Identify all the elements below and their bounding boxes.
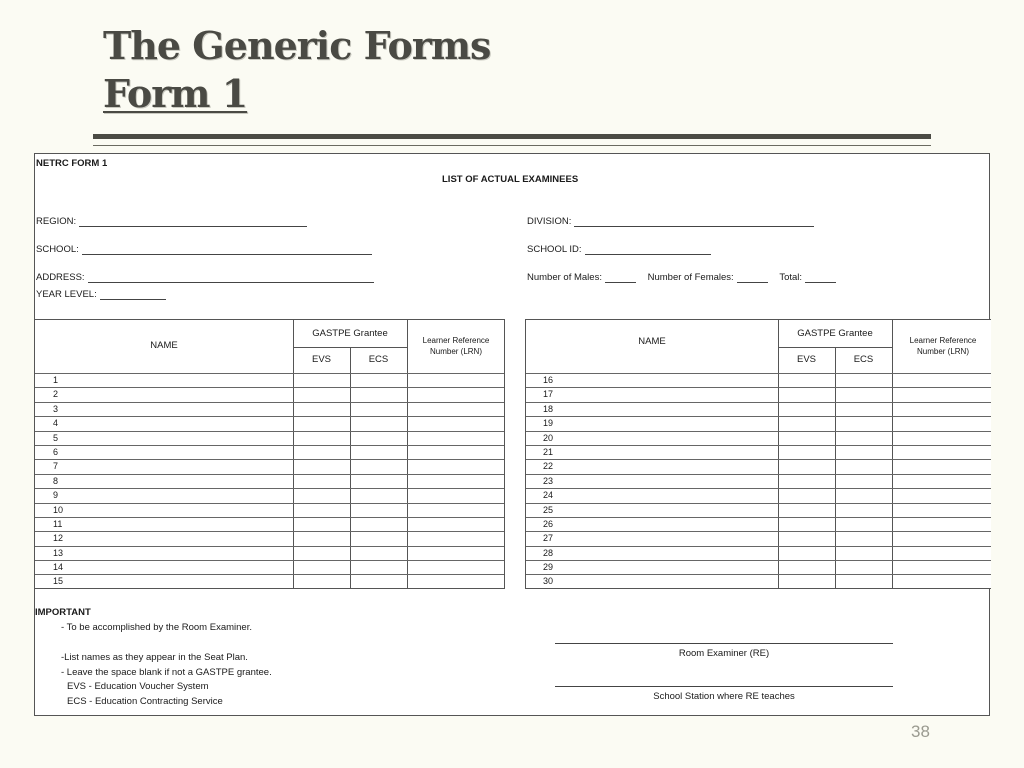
year-level-label: YEAR LEVEL: — [36, 289, 97, 300]
table-row[interactable] — [35, 488, 504, 502]
school-id-field[interactable] — [527, 244, 711, 255]
row-number: 2 — [53, 389, 59, 400]
slide-subtitle: Form 1 — [103, 71, 248, 116]
table-row[interactable] — [526, 560, 991, 574]
row-number: 7 — [53, 461, 59, 472]
table-row[interactable] — [526, 445, 991, 459]
table-row[interactable] — [526, 402, 991, 416]
table-row[interactable] — [35, 416, 504, 430]
table-row[interactable] — [526, 531, 991, 545]
examinee-table-left — [35, 319, 505, 589]
form-heading: LIST OF ACTUAL EXAMINEES — [442, 174, 579, 185]
note-1: - To be accomplished by the Room Examiner. — [61, 621, 252, 633]
table-row[interactable] — [35, 387, 504, 401]
row-number: 16 — [543, 375, 554, 385]
school-station-label: School Station where RE teaches — [653, 691, 795, 702]
table-row[interactable] — [526, 503, 991, 517]
row-number: 24 — [543, 490, 554, 501]
table-row[interactable] — [526, 373, 991, 387]
row-number: 3 — [53, 403, 59, 414]
evs-header: EVS — [311, 354, 331, 365]
row-number: 4 — [53, 418, 59, 429]
table-row[interactable] — [35, 574, 504, 588]
row-number: 18 — [543, 403, 554, 414]
females-label: Number of Females: — [647, 272, 734, 283]
row-number: 28 — [543, 547, 554, 558]
room-examiner-label: Room Examiner (RE) — [678, 648, 770, 659]
table-row[interactable] — [35, 445, 504, 459]
page-number: 38 — [911, 722, 930, 741]
gastpe-header: GASTPE Grantee — [312, 328, 388, 339]
table-row[interactable] — [526, 488, 991, 502]
division-field[interactable] — [527, 216, 814, 227]
row-number: 29 — [543, 562, 554, 573]
table-row[interactable] — [35, 560, 504, 574]
table-row[interactable] — [526, 387, 991, 401]
note-2: -List names as they appear in the Seat Plan. — [61, 652, 248, 663]
examinee-table-right — [525, 319, 991, 589]
slide-title-block — [103, 22, 490, 118]
important-notes — [35, 606, 272, 709]
table-row[interactable] — [35, 531, 504, 545]
row-number: 8 — [53, 475, 59, 486]
note-3: - Leave the space blank if not a GASTPE grantee. — [61, 666, 272, 678]
row-number: 26 — [543, 518, 554, 529]
row-number: 27 — [543, 533, 554, 544]
row-number: 25 — [543, 504, 554, 515]
total-label: Total: — [779, 272, 803, 283]
evs-header-right: EVS — [796, 354, 816, 365]
region-field[interactable] — [36, 216, 307, 227]
row-number: 22 — [543, 461, 554, 472]
school-field[interactable] — [36, 244, 372, 255]
table-row[interactable] — [526, 431, 991, 445]
row-number: 15 — [53, 576, 64, 587]
slide-title: The Generic Forms — [103, 23, 491, 68]
table-row[interactable] — [35, 402, 504, 416]
males-label: Number of Males: — [527, 272, 602, 283]
important-label: IMPORTANT — [35, 607, 91, 618]
gastpe-header-right: GASTPE Grantee — [797, 328, 873, 339]
lrn-header: Learner Reference Number (LRN) — [422, 336, 490, 356]
address-field[interactable] — [36, 272, 374, 283]
ecs-header: ECS — [368, 354, 389, 365]
row-number: 21 — [543, 446, 554, 457]
name-header: NAME — [150, 340, 178, 351]
title-divider-thick — [93, 134, 931, 139]
region-label: REGION: — [36, 216, 77, 227]
row-number: 19 — [543, 418, 554, 429]
table-row[interactable] — [35, 474, 504, 488]
row-number: 30 — [543, 576, 554, 587]
table-row[interactable] — [35, 503, 504, 517]
row-number: 1 — [53, 375, 59, 385]
row-number: 12 — [53, 533, 64, 544]
row-number: 17 — [543, 389, 554, 400]
table-row[interactable] — [526, 459, 991, 473]
table-row[interactable] — [35, 517, 504, 531]
note-5: ECS - Education Contracting Service — [67, 695, 223, 707]
table-row[interactable] — [35, 459, 504, 473]
table-row[interactable] — [526, 517, 991, 531]
note-4: EVS - Education Voucher System — [67, 681, 209, 692]
counts-field — [527, 272, 836, 283]
lrn-header-right: Learner Reference Number (LRN) — [909, 336, 977, 356]
netrc-form — [34, 153, 990, 716]
row-number: 11 — [53, 518, 63, 529]
rows-left — [35, 373, 504, 589]
table-row[interactable] — [35, 431, 504, 445]
row-number: 5 — [53, 432, 59, 443]
school-label: SCHOOL: — [36, 244, 79, 255]
table-row[interactable] — [526, 416, 991, 430]
table-row[interactable] — [35, 373, 504, 387]
form-id: NETRC FORM 1 — [36, 158, 108, 169]
row-number: 9 — [53, 490, 59, 501]
ecs-header-right: ECS — [853, 354, 874, 365]
name-header-right: NAME — [638, 336, 666, 347]
school-id-label: SCHOOL ID: — [527, 244, 582, 255]
row-number: 14 — [53, 562, 64, 573]
row-number: 10 — [53, 504, 64, 515]
table-row[interactable] — [526, 546, 991, 560]
table-row[interactable] — [526, 474, 991, 488]
rows-right — [526, 373, 991, 589]
division-label: DIVISION: — [527, 216, 572, 227]
title-divider-thin — [93, 145, 931, 146]
row-number: 20 — [543, 432, 554, 443]
row-number: 6 — [53, 446, 59, 457]
row-number: 13 — [53, 547, 64, 558]
address-label: ADDRESS: — [36, 272, 85, 283]
table-row[interactable] — [526, 574, 991, 588]
school-station-signature-line[interactable] — [555, 686, 893, 687]
row-number: 23 — [543, 475, 554, 486]
room-examiner-signature-line[interactable] — [555, 643, 893, 644]
table-row[interactable] — [35, 546, 504, 560]
year-level-field[interactable] — [36, 289, 166, 300]
